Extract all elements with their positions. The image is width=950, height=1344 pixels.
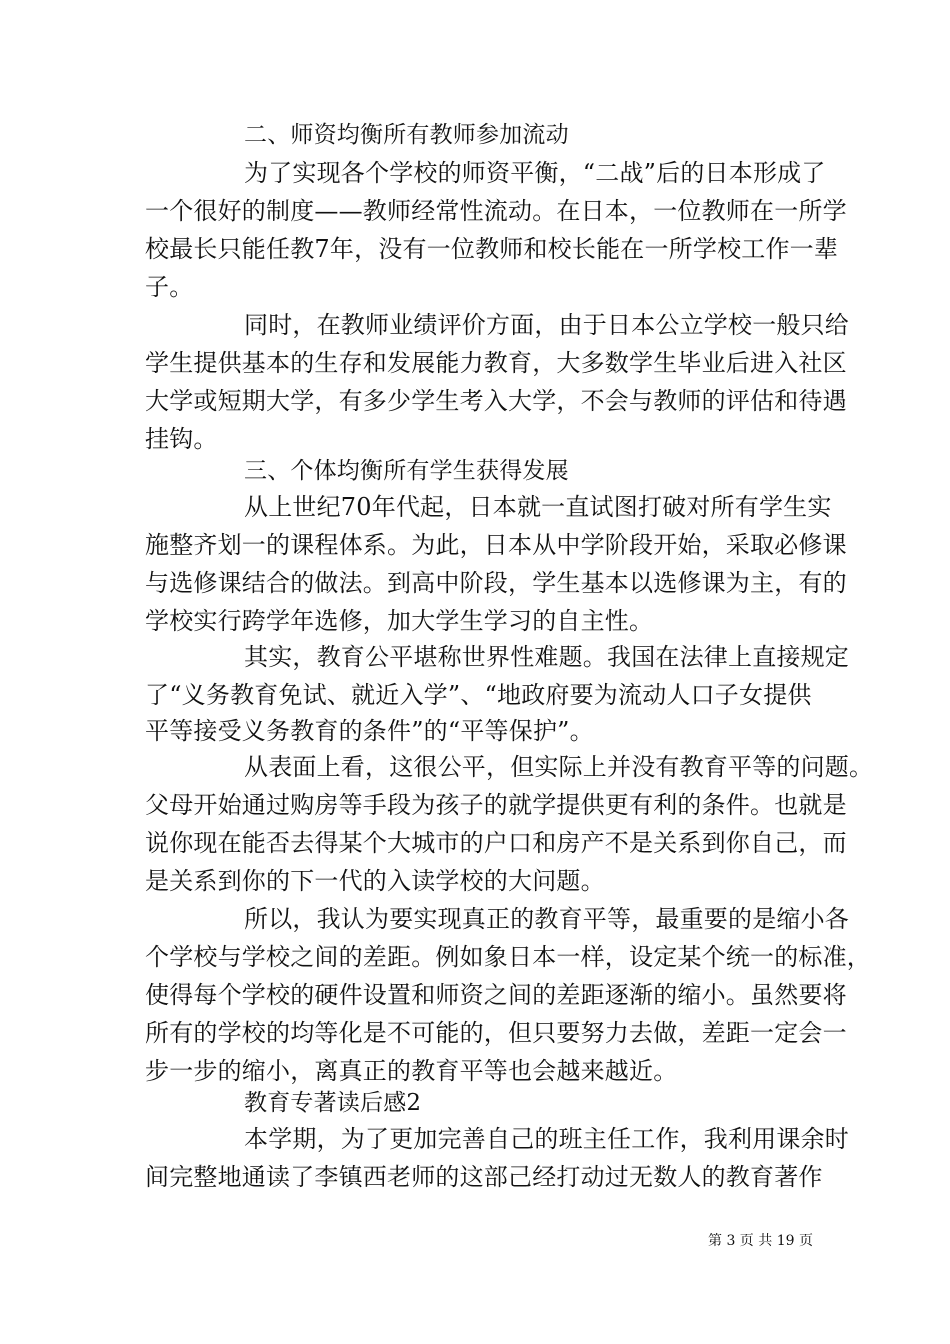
section-heading: 教育专著读后感2	[244, 1090, 422, 1116]
paragraph-line: 父母开始通过购房等手段为孩子的就学提供更有利的条件。也就是	[145, 791, 847, 819]
paragraph-line: 学校实行跨学年选修，加大学生学习的自主性。	[145, 607, 654, 635]
paragraph-line: 本学期，为了更加完善自己的班主任工作，我利用课余时	[244, 1125, 849, 1153]
paragraph-line: 步一步的缩小，离真正的教育平等也会越来越近。	[145, 1057, 678, 1085]
paragraph-line: 间完整地通读了李镇西老师的这部己经打动过无数人的教育著作	[145, 1163, 823, 1191]
paragraph-line: 施整齐划一的课程体系。为此，日本从中学阶段开始，采取必修课	[145, 531, 847, 559]
paragraph-line: 同时，在教师业绩评价方面，由于日本公立学校一般只给	[244, 311, 849, 339]
paragraph-line: 从表面上看，这很公平，但实际上并没有教育平等的问题。	[244, 753, 874, 781]
paragraph-line: 为了实现各个学校的师资平衡，“二战”后的日本形成了	[244, 159, 826, 187]
paragraph-line: 了“义务教育免试、就近入学”、“地政府要为流动人口子女提供	[145, 681, 812, 709]
section-heading: 三、个体均衡所有学生获得发展	[244, 458, 569, 484]
paragraph-line: 其实，教育公平堪称世界性难题。我国在法律上直接规定	[244, 643, 849, 671]
paragraph-line: 是关系到你的下一代的入读学校的大问题。	[145, 867, 605, 895]
paragraph-line: 平等接受义务教育的条件”的“平等保护”。	[145, 717, 594, 745]
paragraph-line: 一个很好的制度——教师经常性流动。在日本，一位教师在一所学	[145, 197, 847, 225]
paragraph-line: 校最长只能任教7年，没有一位教师和校长能在一所学校工作一辈	[145, 235, 839, 263]
paragraph-line: 所有的学校的均等化是不可能的，但只要努力去做，差距一定会一	[145, 1019, 847, 1047]
paragraph-line: 使得每个学校的硬件设置和师资之间的差距逐渐的缩小。虽然要将	[145, 981, 847, 1009]
paragraph-line: 说你现在能否去得某个大城市的户口和房产不是关系到你自己，而	[145, 829, 847, 857]
paragraph-line: 所以，我认为要实现真正的教育平等，最重要的是缩小各	[244, 905, 849, 933]
paragraph-line: 子。	[145, 273, 194, 301]
paragraph-line: 从上世纪70年代起，日本就一直试图打破对所有学生实	[244, 493, 832, 521]
paragraph-line: 个学校与学校之间的差距。例如象日本一样，设定某个统一的标准，	[145, 943, 871, 971]
paragraph-line: 大学或短期大学，有多少学生考入大学，不会与教师的评估和待遇	[145, 387, 847, 415]
paragraph-line: 学生提供基本的生存和发展能力教育，大多数学生毕业后进入社区	[145, 349, 847, 377]
section-heading: 二、师资均衡所有教师参加流动	[244, 122, 569, 148]
paragraph-line: 与选修课结合的做法。到高中阶段，学生基本以选修课为主，有的	[145, 569, 847, 597]
paragraph-line: 挂钩。	[145, 425, 218, 453]
page-number-footer: 第 3 页 共 19 页	[708, 1233, 813, 1249]
